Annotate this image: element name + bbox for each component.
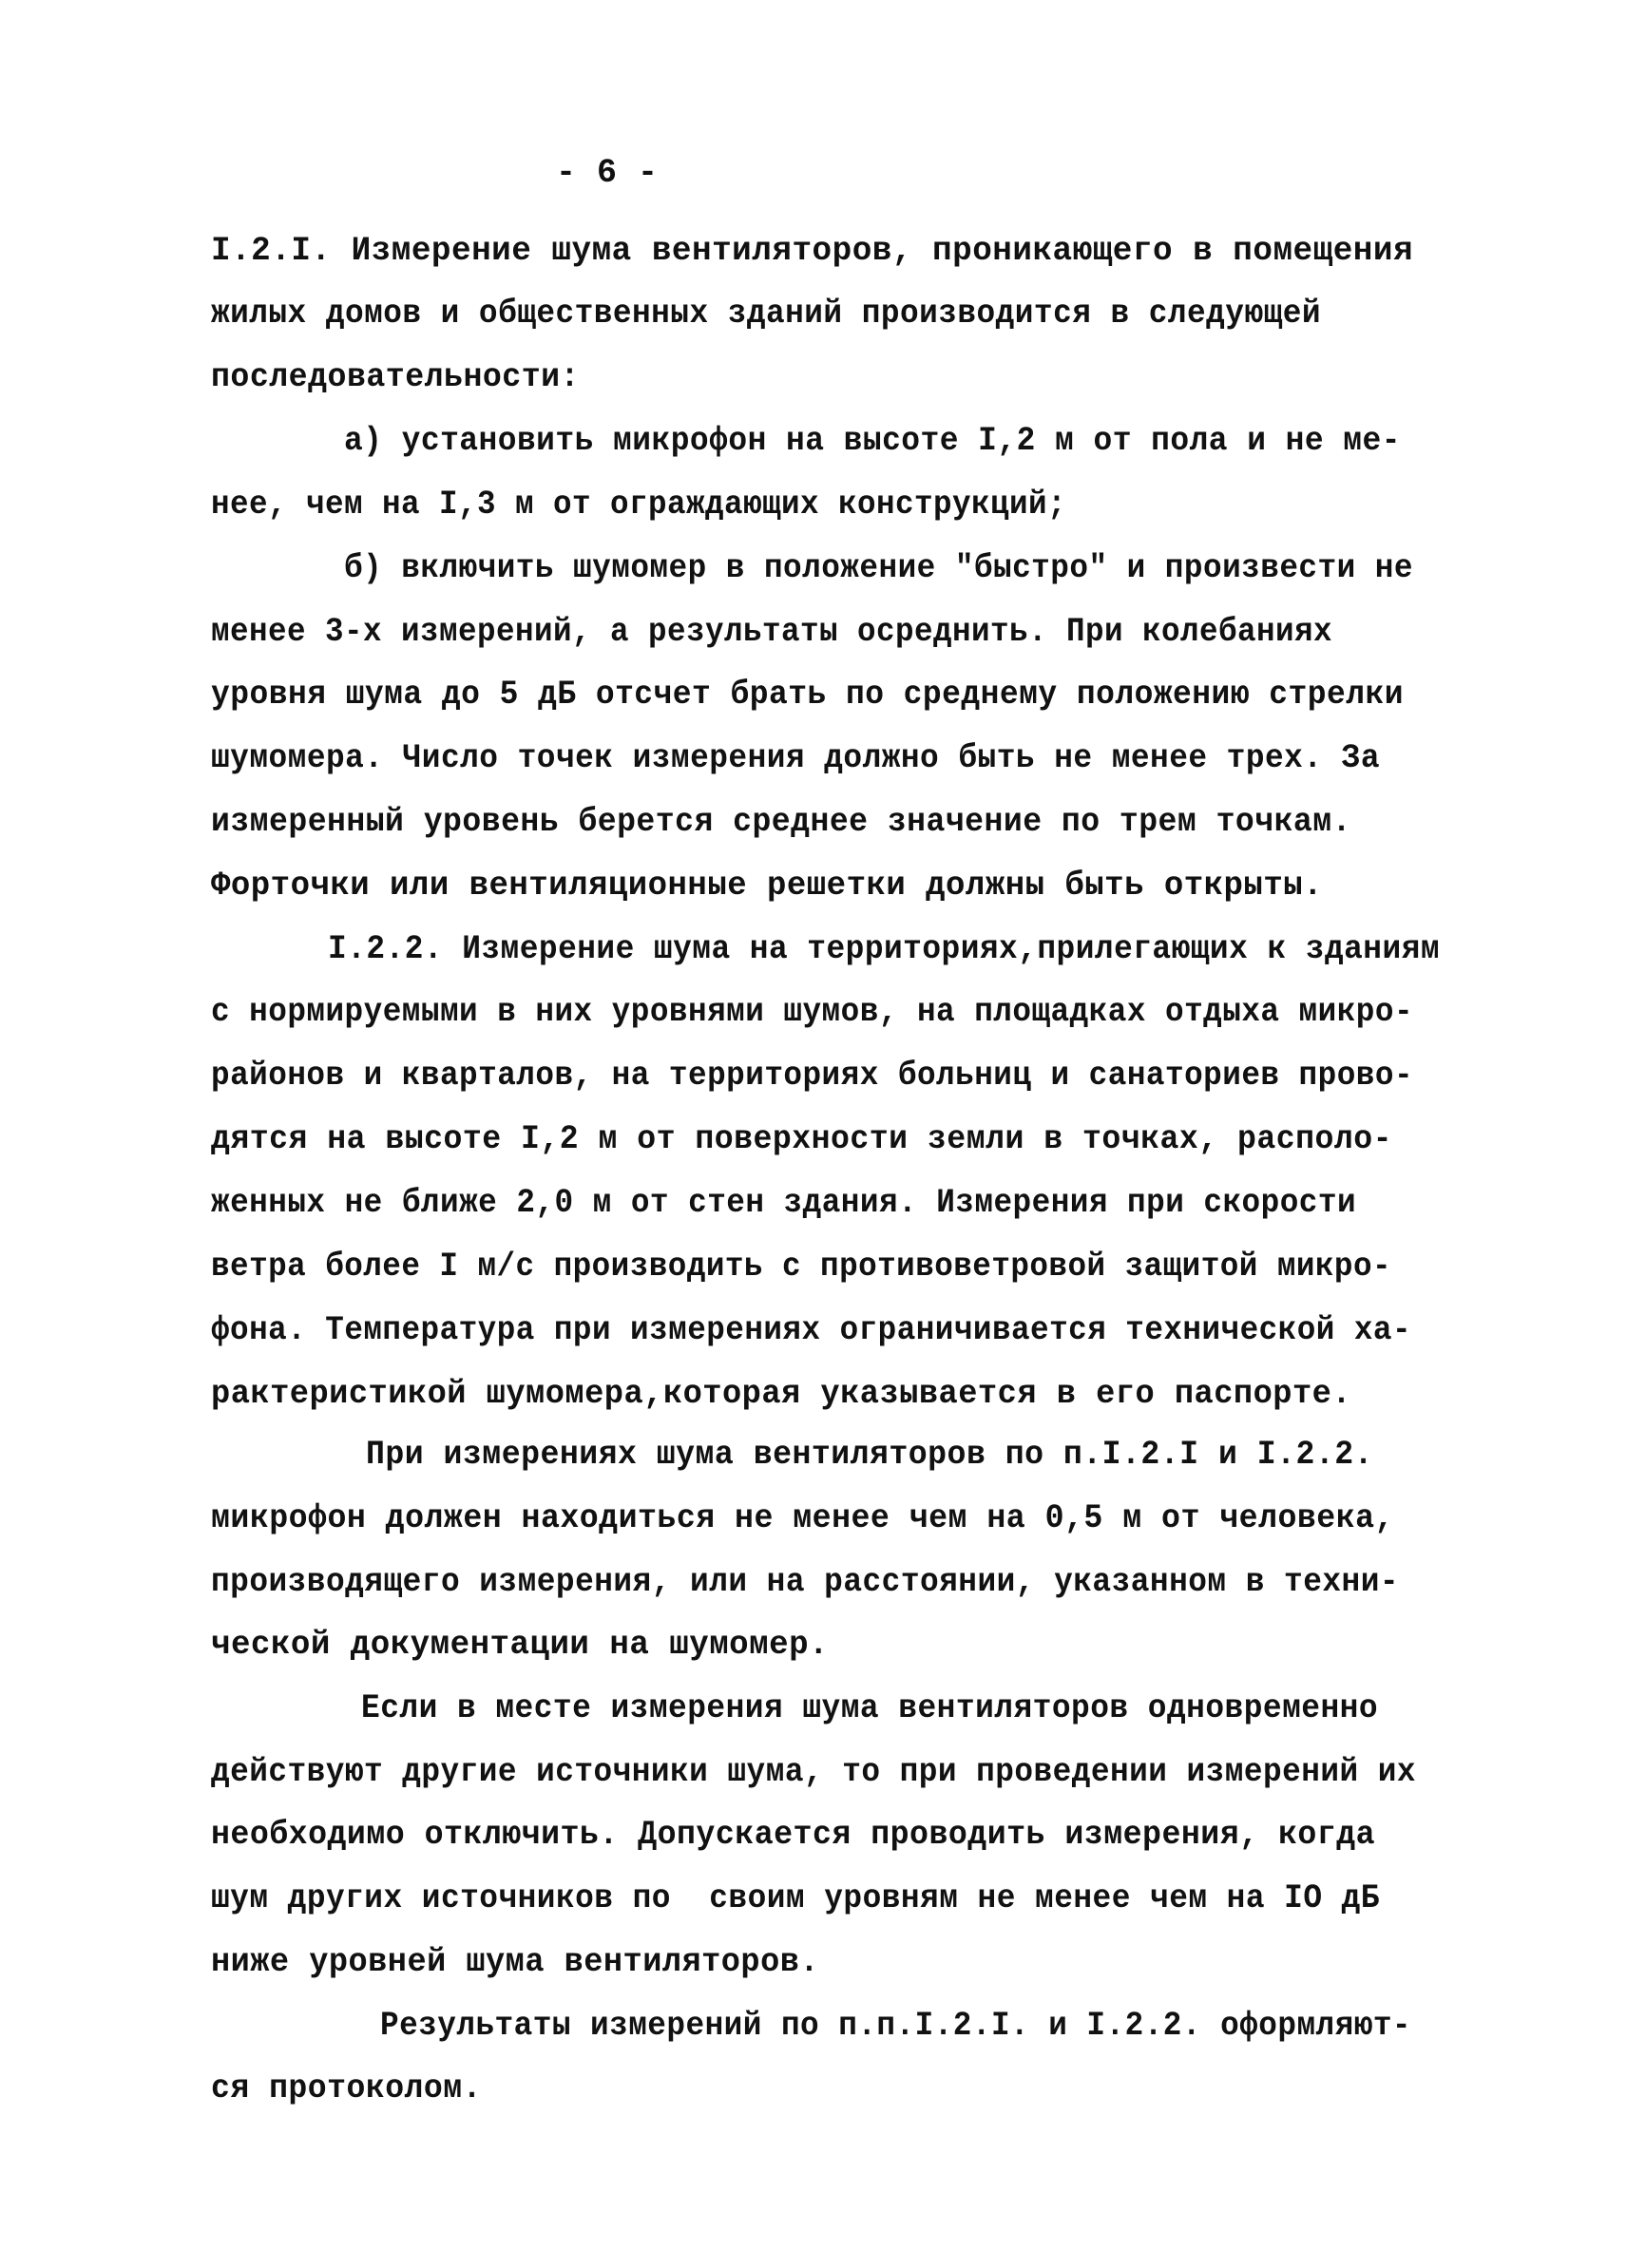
- text-line: фона. Температура при измерениях ограничивается технической ха-: [211, 1311, 1412, 1349]
- text-line: шумомера. Число точек измерения должно быть не менее трех. За: [211, 739, 1380, 777]
- text-line: I.2.2. Измерение шума на территориях,прилегающих к зданиям: [328, 930, 1441, 968]
- text-line: шум других источников по своим уровням не менее чем на IO дБ: [211, 1879, 1380, 1917]
- text-line: ся протоколом.: [211, 2069, 482, 2107]
- text-line: необходимо отключить. Допускается проводить измерения, когда: [211, 1816, 1376, 1854]
- text-line: нее, чем на I,3 м от ограждающих конструкций;: [211, 486, 1067, 524]
- text-line: менее 3-х измерений, а результаты осреднить. При колебаниях: [211, 613, 1333, 651]
- text-line: действуют другие источники шума, то при проведении измерений их: [211, 1753, 1417, 1791]
- text-line: жилых домов и общественных зданий производится в следующей: [211, 295, 1322, 333]
- text-line: Результаты измерений по п.п.I.2.I. и I.2.2. оформляют-: [380, 2007, 1412, 2045]
- text-line: микрофон должен находиться не менее чем на 0,5 м от человека,: [211, 1499, 1394, 1537]
- text-line: I.2.I. Измерение шума вентиляторов, проникающего в помещения: [211, 232, 1414, 270]
- text-line: производящего измерения, или на расстоянии, указанном в техни-: [211, 1563, 1400, 1601]
- text-line: женных не ближе 2,0 м от стен здания. Измерения при скорости: [211, 1184, 1357, 1222]
- text-line: Если в месте измерения шума вентиляторов одновременно: [361, 1689, 1379, 1727]
- text-line: последовательности:: [211, 358, 580, 396]
- text-line: ческой документации на шумомер.: [211, 1626, 830, 1664]
- text-line: уровня шума до 5 дБ отсчет брать по среднему положению стрелки: [211, 676, 1404, 714]
- text-line: Форточки или вентиляционные решетки должны быть открыты.: [211, 867, 1324, 905]
- text-line: При измерениях шума вентиляторов по п.I.2.I и I.2.2.: [366, 1436, 1374, 1474]
- text-line: ветра более I м/с производить с противоветровой защитой микро-: [211, 1248, 1392, 1286]
- page-number: - 6 -: [556, 154, 659, 192]
- text-line: дятся на высоте I,2 м от поверхности земли в точках, располо-: [211, 1120, 1392, 1158]
- text-line: ниже уровней шума вентиляторов.: [211, 1943, 820, 1981]
- text-line: а) установить микрофон на высоте I,2 м от пола и не ме-: [344, 422, 1401, 460]
- text-line: с нормируемыми в них уровнями шумов, на площадках отдыха микро-: [211, 993, 1414, 1031]
- text-line: б) включить шумомер в положение "быстро" и произвести не: [344, 549, 1413, 587]
- text-line: рактеристикой шумомера,которая указывается в его паспорте.: [211, 1375, 1352, 1413]
- text-line: измеренный уровень берется среднее значение по трем точкам.: [211, 803, 1351, 841]
- text-line: районов и кварталов, на территориях больниц и санаториев прово-: [211, 1057, 1414, 1095]
